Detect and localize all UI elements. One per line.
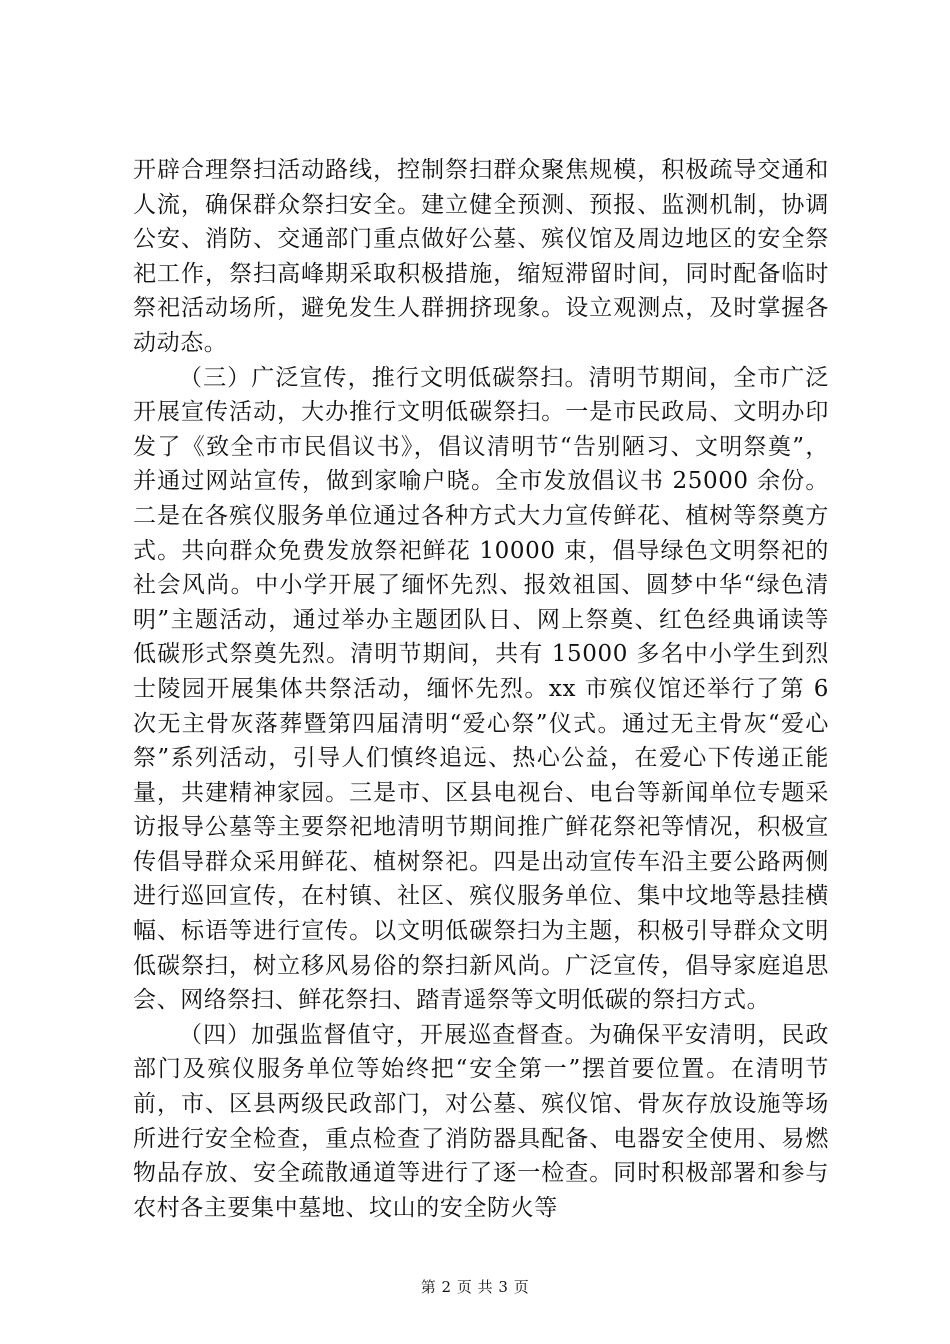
paragraph-1: 开辟合理祭扫活动路线，控制祭扫群众聚焦规模，积极疏导交通和人流，确保群众祭扫安全。建立健全预测、预报、监测机制，协调公安、消防、交通部门重点做好公墓、殡仪馆及周边地区的安全祭祀工作，祭扫高峰期采取积极措施，缩短滞留时间，同时配备临时祭祀活动场所，避免发生人群拥挤现象。设立观测点，及时掌握各动动态。	[133, 157, 829, 356]
document-body	[133, 153, 829, 1225]
page-footer: 第 2 页 共 3 页	[420, 1278, 530, 1296]
paragraph-3: （四）加强监督值守，开展巡查督查。为确保平安清明，民政部门及殡仪服务单位等始终把“安全第一”摆首要位置。在清明节前，市、区县两级民政部门，对公墓、殡仪馆、骨灰存放设施等场所进行安全检查，重点检查了消防器具配备、电器安全使用、易燃物品存放、安全疏散通道等进行了逐一检查。同时积极部署和参与农村各主要集中墓地、坟山的安全防火等	[133, 1021, 829, 1221]
paragraph-2: （三）广泛宣传，推行文明低碳祭扫。清明节期间，全市广泛开展宣传活动，大办推行文明低碳祭扫。一是市民政局、文明办印发了《致全市市民倡议书》，倡议清明节“告别陋习、文明祭奠”，并通过网站宣传，做到家喻户晓。全市发放倡议书 25000 余份。二是在各殡仪服务单位通过各种方式大力宣传鲜花、植树等祭奠方式。共向群众免费发放祭祀鲜花 10000 束，倡导绿色文明祭祀的社会风尚。中小学开展了缅怀先烈、报效祖国、圆梦中华“绿色清明”主题活动，通过举办主题团队日、网上祭奠、红色经典诵读等低碳形式祭奠先烈。清明节期间，共有 15000 多名中小学生到烈士陵园开展集体共祭活动，缅怀先烈。xx 市殡仪馆还举行了第 6 次无主骨灰落葬暨第四届清明“爱心祭”仪式。通过无主骨灰“爱心祭”系列活动，引导人们慎终追远、热心公益，在爱心下传递正能量，共建精神家园。三是市、区县电视台、电台等新闻单位专题采访报导公墓等主要祭祀地清明节期间推广鲜花祭祀等情况，积极宣传倡导群众采用鲜花、植树祭祀。四是出动宣传车沿主要公路两侧进行巡回宣传，在村镇、社区、殡仪服务单位、集中坟地等悬挂横幅、标语等进行宣传。以文明低碳祭扫为主题，积极引导群众文明低碳祭扫，树立移风易俗的祭扫新风尚。广泛宣传，倡导家庭追思会、网络祭扫、鲜花祭扫、踏青遥祭等文明低碳的祭扫方式。	[133, 364, 829, 1014]
